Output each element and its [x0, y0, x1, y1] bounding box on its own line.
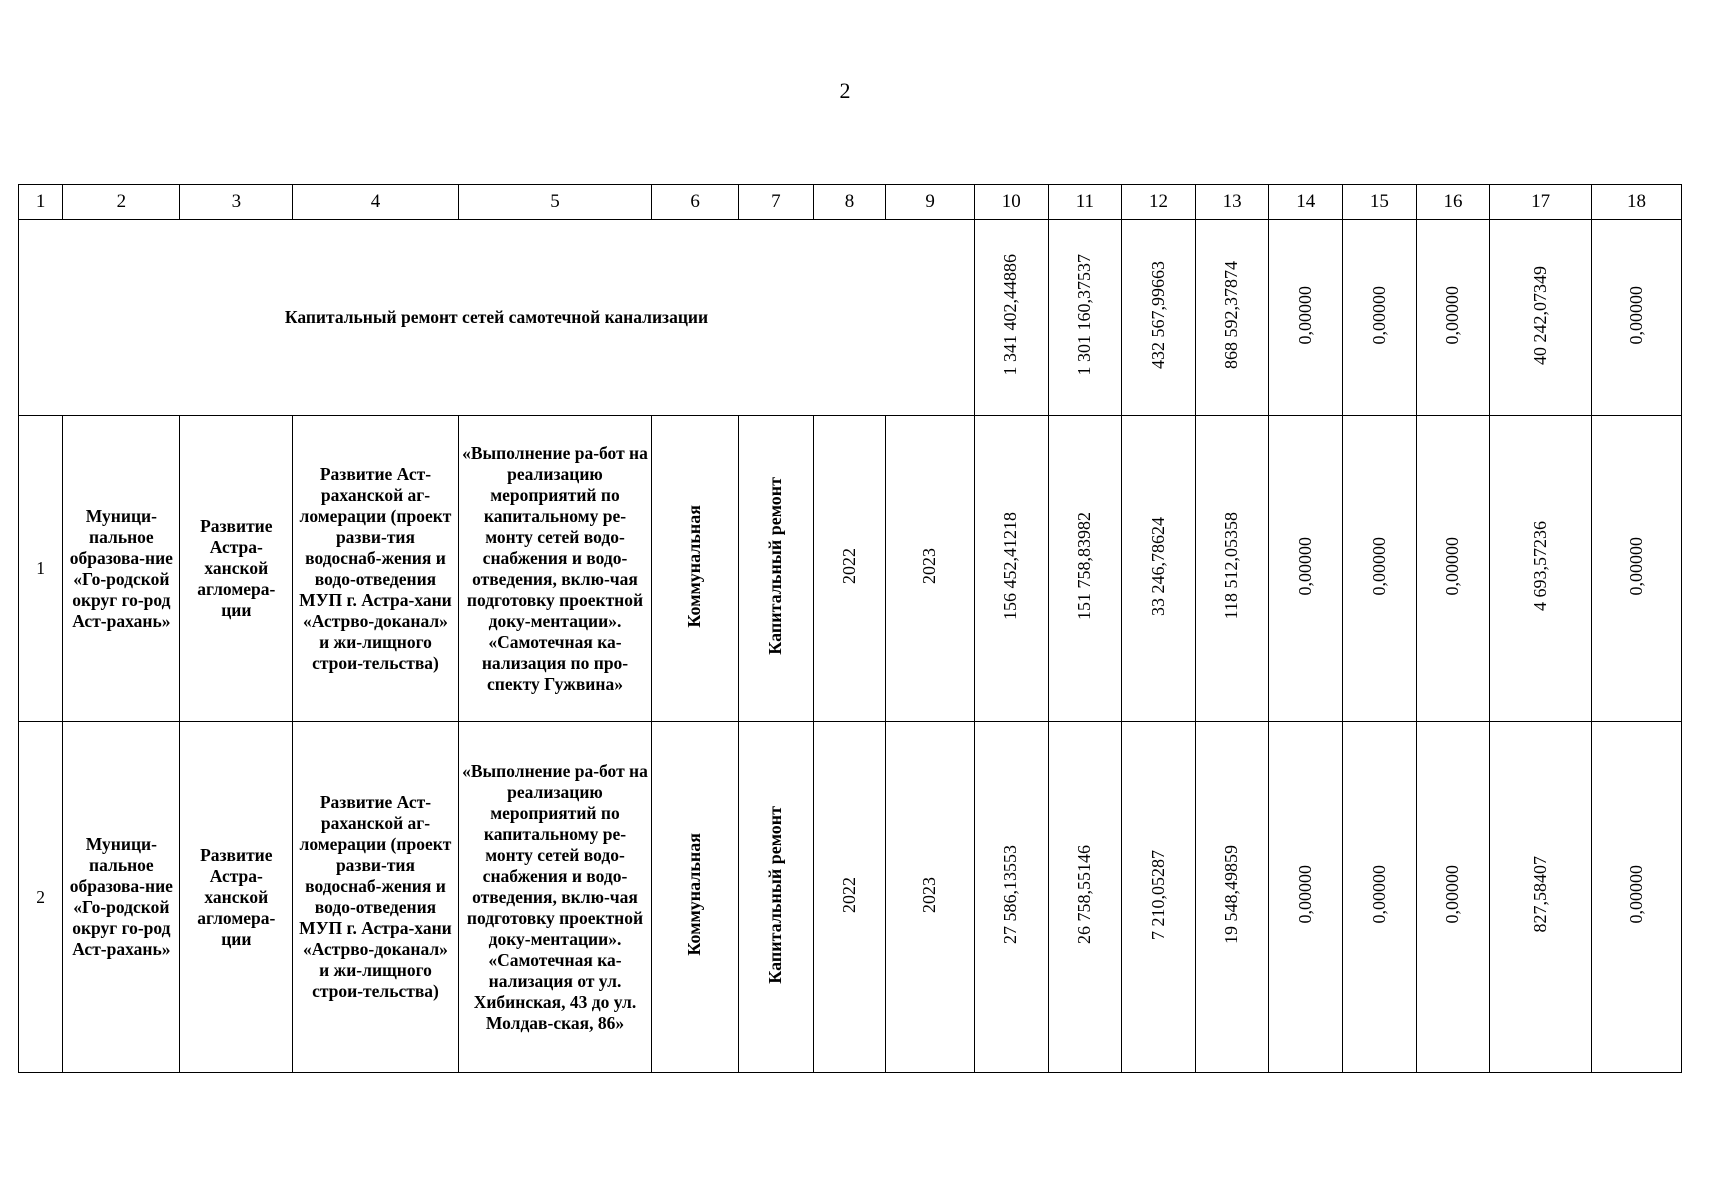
column-number: 12 [1122, 185, 1196, 220]
column-number: 17 [1490, 185, 1592, 220]
year-end: 2023 [919, 548, 940, 584]
amount-value: 0,00000 [1442, 536, 1463, 596]
subproject-text: Развитие Аст-раханской аг-ломерации (проект разви-тия водоснаб-жения и водо-отведения МУП г. Астра-хани «Астрво-доканал» и жи-лищного строи-тельства) [299, 792, 452, 1001]
amount-value: 118 512,05358 [1221, 512, 1242, 620]
description-text: «Выполнение ра-бот на реализацию мероприятий по капитальному ре-монту сетей водо-снабжения и водо-отведения, вклю-чая подготовку проектной доку-ментации». «Самотечная ка-нализация по про-спекту Гужвина» [462, 442, 648, 694]
municipality-text: Муници-пальное образова-ние «Го-родской округ го-род Аст-рахань» [69, 505, 173, 631]
work-type-cell [739, 722, 814, 1073]
amount-value: 0,00000 [1368, 536, 1389, 596]
column-number: 8 [813, 185, 886, 220]
ownership-text: Коммунальная [684, 504, 705, 628]
municipality-cell [63, 722, 180, 1073]
column-number: 2 [63, 185, 180, 220]
amount-value: 33 246,78624 [1147, 516, 1168, 616]
summary-title: Капитальный ремонт сетей самотечной канализации [19, 220, 975, 416]
value-cell [1269, 416, 1343, 722]
description-cell [458, 416, 652, 722]
summary-value-cell [1195, 220, 1269, 416]
year-end: 2023 [919, 876, 940, 913]
table-row [19, 722, 1682, 1073]
amount-value: 19 548,49859 [1221, 845, 1242, 944]
value-cell [1416, 722, 1490, 1073]
ownership-cell [652, 722, 739, 1073]
subproject-text: Развитие Аст-раханской аг-ломерации (проект разви-тия водоснаб-жения и водо-отведения МУП г. Астра-хани «Астрво-доканал» и жи-лищного строи-тельства) [299, 463, 452, 673]
year-end-cell [886, 416, 975, 722]
subproject-cell [293, 722, 458, 1073]
table-row [19, 416, 1682, 722]
amount-value: 0,00000 [1294, 536, 1315, 596]
amount-value: 4 693,57236 [1529, 521, 1550, 611]
column-number: 7 [739, 185, 814, 220]
column-number-row [19, 185, 1682, 220]
description-cell [458, 722, 652, 1073]
value-cell [1269, 722, 1343, 1073]
value-cell [974, 416, 1048, 722]
page-number: 2 [839, 78, 851, 103]
value-cell [1490, 416, 1592, 722]
year-start: 2022 [838, 876, 859, 913]
amount-value: 827,58407 [1529, 856, 1550, 933]
description-text: «Выполнение ра-бот на реализацию мероприятий по капитальному ре-монту сетей водо-снабжения и водо-отведения, вклю-чая подготовку проектной доку-ментации». «Самотечная ка-нализация от ул. Хибинская, 43 до ул. Молдав-ская, 86» [462, 760, 648, 1033]
column-number: 13 [1195, 185, 1269, 220]
value-cell [1195, 416, 1269, 722]
municipality-cell [63, 416, 180, 722]
municipality-text: Муници-пальное образова-ние «Го-родской округ го-род Аст-рахань» [69, 834, 173, 959]
amount-value: 0,00000 [1442, 865, 1463, 924]
column-number: 5 [458, 185, 652, 220]
column-number: 14 [1269, 185, 1343, 220]
amount-value: 0,00000 [1368, 865, 1389, 924]
summary-value-cell [1592, 220, 1682, 416]
summary-value-cell [1122, 220, 1196, 416]
project-cell [180, 722, 293, 1073]
summary-value: 432 567,99663 [1147, 261, 1168, 369]
subproject-cell [293, 416, 458, 722]
value-cell [1048, 416, 1122, 722]
year-end-cell [886, 722, 975, 1073]
value-cell [1592, 722, 1682, 1073]
amount-value: 27 586,13553 [1000, 845, 1021, 944]
summary-value-cell [1416, 220, 1490, 416]
ownership-cell [652, 416, 739, 722]
project-cell [180, 416, 293, 722]
summary-value-cell [1269, 220, 1343, 416]
work-type-text: Капитальный ремонт [765, 477, 786, 655]
amount-value: 156 452,41218 [1000, 512, 1021, 620]
column-number: 18 [1592, 185, 1682, 220]
value-cell [1122, 722, 1196, 1073]
project-text: Развитие Астра-ханской агломера-ции [197, 516, 276, 620]
summary-value: 0,00000 [1625, 285, 1646, 345]
column-number: 6 [652, 185, 739, 220]
ownership-text: Коммунальная [684, 833, 705, 956]
value-cell [1416, 416, 1490, 722]
column-number: 16 [1416, 185, 1490, 220]
summary-value: 0,00000 [1442, 285, 1463, 345]
summary-value: 868 592,37874 [1221, 261, 1242, 369]
summary-value: 40 242,07349 [1529, 265, 1550, 365]
summary-value: 1 301 160,37537 [1074, 254, 1095, 376]
value-cell [1343, 416, 1417, 722]
year-start-cell [813, 416, 886, 722]
value-cell [1122, 416, 1196, 722]
row-number: 2 [19, 722, 63, 1073]
work-type-text: Капитальный ремонт [765, 805, 786, 984]
summary-value-cell [1343, 220, 1417, 416]
row-number: 1 [19, 416, 63, 722]
amount-value: 0,00000 [1625, 865, 1646, 924]
capital-repair-table [18, 184, 1682, 1073]
column-number: 3 [180, 185, 293, 220]
amount-value: 151 758,83982 [1074, 512, 1095, 620]
value-cell [1592, 416, 1682, 722]
summary-row [19, 220, 1682, 416]
amount-value: 26 758,55146 [1074, 845, 1095, 944]
work-type-cell [739, 416, 814, 722]
value-cell [1490, 722, 1592, 1073]
column-number: 9 [886, 185, 975, 220]
amount-value: 0,00000 [1625, 536, 1646, 596]
summary-value: 0,00000 [1294, 285, 1315, 345]
project-text: Развитие Астра-ханской агломера-ции [197, 844, 276, 949]
value-cell [974, 722, 1048, 1073]
amount-value: 7 210,05287 [1147, 849, 1168, 940]
column-number: 10 [974, 185, 1048, 220]
value-cell [1048, 722, 1122, 1073]
summary-value-cell [974, 220, 1048, 416]
summary-value-cell [1490, 220, 1592, 416]
year-start: 2022 [838, 548, 859, 584]
column-number: 15 [1343, 185, 1417, 220]
value-cell [1343, 722, 1417, 1073]
value-cell [1195, 722, 1269, 1073]
summary-value-cell [1048, 220, 1122, 416]
column-number: 4 [293, 185, 458, 220]
year-start-cell [813, 722, 886, 1073]
column-number: 1 [19, 185, 63, 220]
summary-value: 0,00000 [1368, 285, 1389, 345]
amount-value: 0,00000 [1294, 865, 1315, 924]
summary-value: 1 341 402,44886 [1000, 254, 1021, 376]
column-number: 11 [1048, 185, 1122, 220]
